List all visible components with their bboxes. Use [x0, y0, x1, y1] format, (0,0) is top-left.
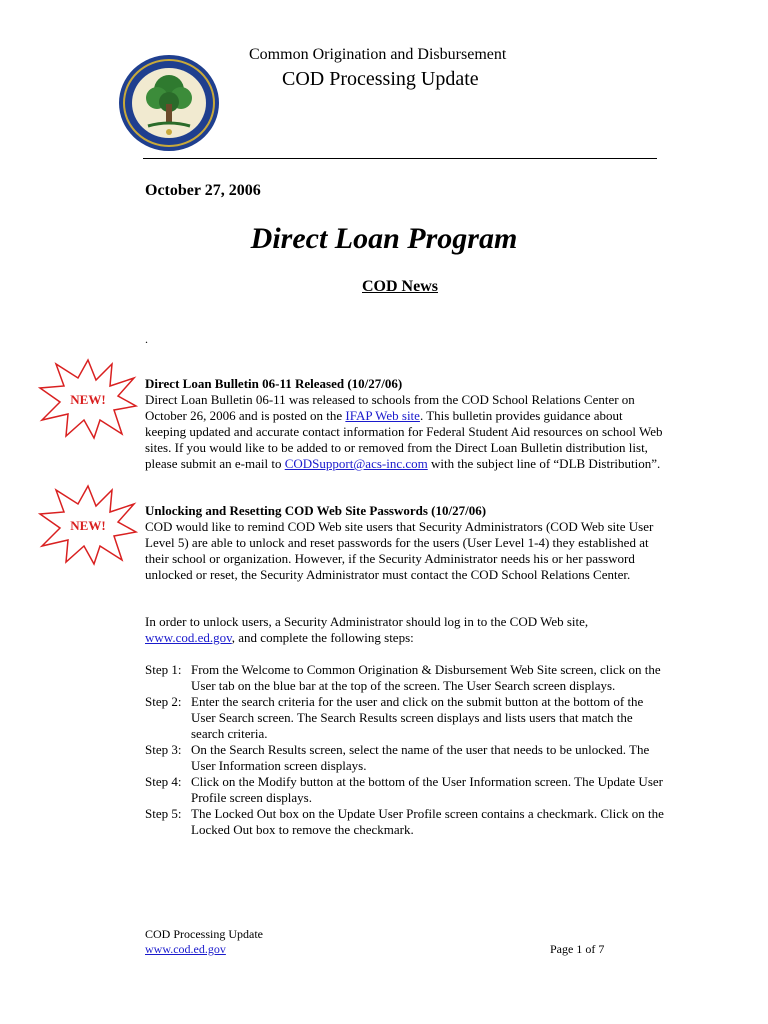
- header-line-2: COD Processing Update: [282, 68, 479, 90]
- paragraph-text: In order to unlock users, a Security Administrator should log in to the COD Web site,: [145, 614, 589, 629]
- publication-date: October 27, 2006: [145, 182, 261, 199]
- article-title: Unlocking and Resetting COD Web Site Passwords (10/27/06): [145, 503, 487, 518]
- step-item: [145, 662, 665, 694]
- new-badge-text: NEW!: [70, 518, 106, 533]
- stray-mark: .: [145, 332, 148, 346]
- step-text: On the Search Results screen, select the name of the user that needs to be unlocked. The User Information screen displays.: [191, 742, 650, 773]
- step-label: Step 2:: [145, 694, 182, 709]
- step-text: The Locked Out box on the Update User Profile screen contains a checkmark. Click on the Locked Out box to remove the checkmark.: [191, 806, 664, 837]
- step-item: [145, 694, 665, 742]
- step-text: Enter the search criteria for the user and click on the submit button at the bottom of the User Search screen. The Search Results screen displays and lists users that match the search criteria.: [191, 694, 644, 741]
- footer-title: COD Processing Update: [145, 927, 263, 941]
- new-badge-text: NEW!: [70, 392, 106, 407]
- step-text: Click on the Modify button at the bottom of the User Information screen. The Update User Profile screen displays.: [191, 774, 663, 805]
- footer-website-link[interactable]: www.cod.ed.gov: [145, 942, 226, 956]
- step-text: From the Welcome to Common Origination & Disbursement Web Site screen, click on the User tab on the blue bar at the top of the screen. The User Search screen displays.: [191, 662, 661, 693]
- article-text: with the subject line of “DLB Distribution”.: [427, 456, 661, 471]
- article-body: [145, 392, 665, 472]
- article-text: Direct Loan Bulletin 06-11 was released to schools from the COD School Relations Center on October 26, 2006 and is posted on the: [145, 392, 635, 423]
- program-title: Direct Loan Program: [250, 222, 518, 255]
- department-of-education-seal: [118, 54, 220, 152]
- cod-website-link[interactable]: www.cod.ed.gov: [145, 630, 232, 645]
- new-badge-burst: [38, 358, 138, 440]
- cod-support-email-link[interactable]: CODSupport@acs-inc.com: [284, 456, 428, 471]
- article-text: . This bulletin provides guidance about keeping updated and accurate contact information for Federal Student Aid resources on school Web sites. If you would like to be added to or removed from the Direct Loan Bulletin distribution list, please submit an e-mail to: [145, 408, 663, 471]
- step-label: Step 4:: [145, 774, 182, 789]
- header-divider: [143, 158, 657, 159]
- header-line-1: Common Origination and Disbursement: [249, 46, 507, 63]
- page-number: Page 1 of 7: [550, 942, 605, 956]
- new-badge-burst: [38, 484, 138, 566]
- article-title: Direct Loan Bulletin 06-11 Released (10/27/06): [145, 376, 403, 391]
- unlock-instructions-paragraph: [145, 614, 665, 646]
- step-label: Step 3:: [145, 742, 182, 757]
- article-password-reset: [145, 503, 665, 583]
- step-label: Step 1:: [145, 662, 182, 677]
- section-title: COD News: [362, 278, 438, 295]
- paragraph-text: , and complete the following steps:: [231, 630, 414, 645]
- article-body: COD would like to remind COD Web site users that Security Administrators (COD Web site User Level 5) are able to unlock and reset passwords for the users (User Level 1-4) they established at their school or organization. However, if the Security Administrator needs his or her password unlocked or reset, the Security Administrator must contact the COD School Relations Center.: [145, 519, 654, 582]
- ifap-link[interactable]: IFAP Web site: [345, 408, 420, 423]
- step-item: [145, 774, 665, 806]
- unlock-steps-list: [145, 662, 665, 838]
- step-item: [145, 742, 665, 774]
- step-label: Step 5:: [145, 806, 182, 821]
- step-item: [145, 806, 665, 838]
- article-dl-bulletin: [145, 376, 665, 472]
